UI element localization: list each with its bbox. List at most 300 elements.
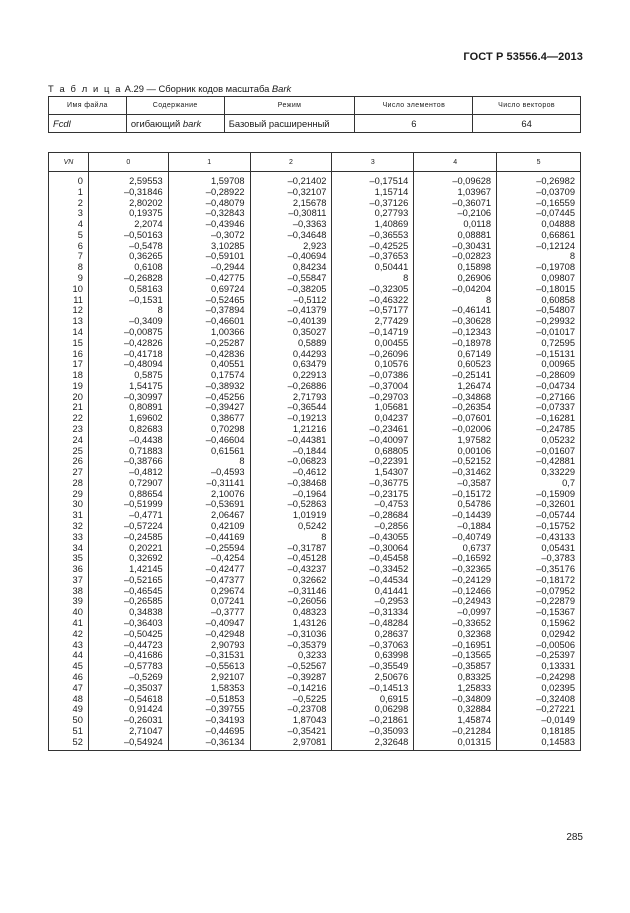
- value-cell: –0,43946: [168, 219, 250, 230]
- value-cell: –0,02006: [414, 424, 497, 435]
- value-cell: –0,51999: [88, 499, 168, 510]
- table-row: [49, 241, 581, 252]
- row-vn-cell: 44: [49, 650, 89, 661]
- value-cell: 1,03967: [414, 187, 497, 198]
- row-vn-cell: 13: [49, 316, 89, 327]
- value-cell: –0,55613: [168, 661, 250, 672]
- table-row: [49, 446, 581, 457]
- row-vn-cell: 15: [49, 338, 89, 349]
- value-cell: 0,6737: [414, 543, 497, 554]
- value-cell: 0,63998: [332, 650, 414, 661]
- value-cell: 1,58353: [168, 683, 250, 694]
- table-row: [49, 661, 581, 672]
- value-cell: –0,44695: [168, 726, 250, 737]
- value-cell: –0,37004: [332, 381, 414, 392]
- value-cell: 0,32662: [250, 575, 332, 586]
- value-cell: –0,29703: [332, 392, 414, 403]
- value-cell: 0,7: [497, 478, 581, 489]
- value-cell: 1,54175: [88, 381, 168, 392]
- value-cell: –0,34809: [414, 694, 497, 705]
- value-cell: –0,17514: [332, 172, 414, 187]
- value-cell: –0,21284: [414, 726, 497, 737]
- value-cell: –0,52567: [250, 661, 332, 672]
- value-cell: 0,0118: [414, 219, 497, 230]
- value-cell: –0,06823: [250, 456, 332, 467]
- value-cell: –0,09628: [414, 172, 497, 187]
- value-cell: 0,60523: [414, 359, 497, 370]
- row-vn-cell: 16: [49, 349, 89, 360]
- table-row: [49, 251, 581, 262]
- table-row: [49, 424, 581, 435]
- value-cell: –0,13565: [414, 650, 497, 661]
- value-cell: 0,20221: [88, 543, 168, 554]
- codebook-header-col-0: 0: [88, 153, 168, 172]
- value-cell: 2,50676: [332, 672, 414, 683]
- value-cell: –0,26585: [88, 596, 168, 607]
- value-cell: –0,40694: [250, 251, 332, 262]
- row-vn-cell: 41: [49, 618, 89, 629]
- table-row: [49, 219, 581, 230]
- value-cell: –0,14719: [332, 327, 414, 338]
- value-cell: –0,42826: [88, 338, 168, 349]
- value-cell: –0,45458: [332, 553, 414, 564]
- row-vn-cell: 24: [49, 435, 89, 446]
- table-row: [49, 521, 581, 532]
- value-cell: –0,48079: [168, 198, 250, 209]
- table-row: [49, 618, 581, 629]
- table-row: [49, 392, 581, 403]
- codebook-body: [49, 172, 581, 751]
- table-row: [49, 629, 581, 640]
- value-cell: 1,43126: [250, 618, 332, 629]
- value-cell: –0,07601: [414, 413, 497, 424]
- row-vn-cell: 38: [49, 586, 89, 597]
- value-cell: 0,68805: [332, 446, 414, 457]
- standard-header: ГОСТ Р 53556.4—2013: [463, 51, 583, 63]
- value-cell: –0,25141: [414, 370, 497, 381]
- table-row: [49, 284, 581, 295]
- value-cell: –0,26031: [88, 715, 168, 726]
- value-cell: 0,42109: [168, 521, 250, 532]
- value-cell: –0,19708: [497, 262, 581, 273]
- value-cell: –0,15131: [497, 349, 581, 360]
- row-vn-cell: 21: [49, 402, 89, 413]
- value-cell: 0,48323: [250, 607, 332, 618]
- value-cell: 0,33229: [497, 467, 581, 478]
- value-cell: –0,15367: [497, 607, 581, 618]
- value-cell: –0,4812: [88, 467, 168, 478]
- row-vn-cell: 18: [49, 370, 89, 381]
- codebook-header-col-3: 3: [332, 153, 414, 172]
- value-cell: –0,18978: [414, 338, 497, 349]
- value-cell: –0,50425: [88, 629, 168, 640]
- value-cell: 1,42145: [88, 564, 168, 575]
- value-cell: –0,45128: [250, 553, 332, 564]
- table-row: [49, 198, 581, 209]
- value-cell: 8: [250, 532, 332, 543]
- row-vn-cell: 1: [49, 187, 89, 198]
- value-cell: –0,59101: [168, 251, 250, 262]
- value-cell: –0,33452: [332, 564, 414, 575]
- value-cell: 0,29674: [168, 586, 250, 597]
- value-cell: –0,22879: [497, 596, 581, 607]
- value-cell: –0,44169: [168, 532, 250, 543]
- value-cell: 0,32368: [414, 629, 497, 640]
- value-cell: –0,42525: [332, 241, 414, 252]
- value-cell: 0,6108: [88, 262, 168, 273]
- value-cell: –0,30431: [414, 241, 497, 252]
- codebook-header-vn: VN: [49, 153, 89, 172]
- value-cell: 0,00106: [414, 446, 497, 457]
- value-cell: –0,47377: [168, 575, 250, 586]
- value-cell: 0,07241: [168, 596, 250, 607]
- row-vn-cell: 31: [49, 510, 89, 521]
- value-cell: 8: [414, 295, 497, 306]
- table-row: [49, 435, 581, 446]
- value-cell: 0,05431: [497, 543, 581, 554]
- value-cell: 0,72595: [497, 338, 581, 349]
- value-cell: –0,42477: [168, 564, 250, 575]
- info-header-mode: Режим: [224, 97, 355, 115]
- value-cell: –0,35421: [250, 726, 332, 737]
- value-cell: 8: [497, 251, 581, 262]
- value-cell: –0,12124: [497, 241, 581, 252]
- value-cell: –0,42881: [497, 456, 581, 467]
- value-cell: 3,10285: [168, 241, 250, 252]
- value-cell: –0,27166: [497, 392, 581, 403]
- table-row: [49, 478, 581, 489]
- value-cell: –0,23461: [332, 424, 414, 435]
- value-cell: –0,25287: [168, 338, 250, 349]
- row-vn-cell: 43: [49, 640, 89, 651]
- table-row: [49, 564, 581, 575]
- row-vn-cell: 25: [49, 446, 89, 457]
- value-cell: –0,4612: [250, 467, 332, 478]
- value-cell: –0,16281: [497, 413, 581, 424]
- value-cell: 2,923: [250, 241, 332, 252]
- value-cell: –0,1964: [250, 489, 332, 500]
- value-cell: –0,45256: [168, 392, 250, 403]
- value-cell: –0,21402: [250, 172, 332, 187]
- value-cell: –0,31787: [250, 543, 332, 554]
- value-cell: –0,46545: [88, 586, 168, 597]
- value-cell: –0,35379: [250, 640, 332, 651]
- info-row: [49, 115, 581, 133]
- value-cell: –0,24585: [88, 532, 168, 543]
- value-cell: 2,90793: [168, 640, 250, 651]
- value-cell: 0,72907: [88, 478, 168, 489]
- value-cell: –0,32843: [168, 208, 250, 219]
- value-cell: –0,00875: [88, 327, 168, 338]
- value-cell: –0,3777: [168, 607, 250, 618]
- value-cell: –0,32107: [250, 187, 332, 198]
- table-row: [49, 672, 581, 683]
- table-row: [49, 187, 581, 198]
- value-cell: 0,82683: [88, 424, 168, 435]
- row-vn-cell: 4: [49, 219, 89, 230]
- value-cell: –0,36553: [332, 230, 414, 241]
- info-header-row: [49, 97, 581, 115]
- value-cell: –0,57783: [88, 661, 168, 672]
- value-cell: 0,6915: [332, 694, 414, 705]
- info-header-vectors: Число векторов: [473, 97, 581, 115]
- value-cell: –0,24129: [414, 575, 497, 586]
- row-vn-cell: 6: [49, 241, 89, 252]
- row-vn-cell: 50: [49, 715, 89, 726]
- value-cell: –0,35857: [414, 661, 497, 672]
- value-cell: –0,07386: [332, 370, 414, 381]
- table-row: [49, 737, 581, 751]
- value-cell: –0,21861: [332, 715, 414, 726]
- value-cell: 0,83325: [414, 672, 497, 683]
- value-cell: 0,41441: [332, 586, 414, 597]
- value-cell: 0,60858: [497, 295, 581, 306]
- value-cell: –0,37653: [332, 251, 414, 262]
- value-cell: –0,07445: [497, 208, 581, 219]
- row-vn-cell: 33: [49, 532, 89, 543]
- value-cell: –0,14216: [250, 683, 332, 694]
- table-row: [49, 262, 581, 273]
- codebook-header-col-1: 1: [168, 153, 250, 172]
- row-vn-cell: 49: [49, 704, 89, 715]
- row-vn-cell: 32: [49, 521, 89, 532]
- value-cell: 0,63479: [250, 359, 332, 370]
- value-cell: –0,39755: [168, 704, 250, 715]
- value-cell: 0,15898: [414, 262, 497, 273]
- value-cell: –0,0149: [497, 715, 581, 726]
- value-cell: 8: [168, 456, 250, 467]
- value-cell: 0,06298: [332, 704, 414, 715]
- value-cell: –0,4771: [88, 510, 168, 521]
- value-cell: –0,01017: [497, 327, 581, 338]
- value-cell: 0,38677: [168, 413, 250, 424]
- value-cell: –0,44381: [250, 435, 332, 446]
- value-cell: –0,2856: [332, 521, 414, 532]
- value-cell: –0,52165: [88, 575, 168, 586]
- value-cell: –0,5269: [88, 672, 168, 683]
- table-row: [49, 596, 581, 607]
- info-file-name: [49, 115, 127, 133]
- value-cell: –0,40749: [414, 532, 497, 543]
- value-cell: –0,3587: [414, 478, 497, 489]
- value-cell: 1,87043: [250, 715, 332, 726]
- row-vn-cell: 7: [49, 251, 89, 262]
- value-cell: –0,36403: [88, 618, 168, 629]
- row-vn-cell: 47: [49, 683, 89, 694]
- value-cell: –0,31334: [332, 607, 414, 618]
- table-row: [49, 327, 581, 338]
- value-cell: –0,42948: [168, 629, 250, 640]
- value-cell: –0,1884: [414, 521, 497, 532]
- info-header-elements: Число элементов: [355, 97, 473, 115]
- row-vn-cell: 20: [49, 392, 89, 403]
- value-cell: 0,91424: [88, 704, 168, 715]
- value-cell: –0,16559: [497, 198, 581, 209]
- value-cell: –0,42775: [168, 273, 250, 284]
- value-cell: –0,57177: [332, 305, 414, 316]
- row-vn-cell: 37: [49, 575, 89, 586]
- value-cell: 2,71793: [250, 392, 332, 403]
- value-cell: –0,52863: [250, 499, 332, 510]
- value-cell: 0,32884: [414, 704, 497, 715]
- value-cell: –0,26828: [88, 273, 168, 284]
- row-vn-cell: 14: [49, 327, 89, 338]
- value-cell: –0,44723: [88, 640, 168, 651]
- row-vn-cell: 5: [49, 230, 89, 241]
- row-vn-cell: 29: [49, 489, 89, 500]
- row-vn-cell: 36: [49, 564, 89, 575]
- row-vn-cell: 2: [49, 198, 89, 209]
- value-cell: –0,14439: [414, 510, 497, 521]
- value-cell: 0,5242: [250, 521, 332, 532]
- table-row: [49, 510, 581, 521]
- value-cell: –0,48094: [88, 359, 168, 370]
- value-cell: 0,14583: [497, 737, 581, 751]
- codebook-header-col-4: 4: [414, 153, 497, 172]
- value-cell: –0,29932: [497, 316, 581, 327]
- value-cell: –0,43237: [250, 564, 332, 575]
- value-cell: 2,59553: [88, 172, 168, 187]
- value-cell: 2,97081: [250, 737, 332, 751]
- value-cell: –0,35176: [497, 564, 581, 575]
- value-cell: 1,21216: [250, 424, 332, 435]
- value-cell: 8: [332, 273, 414, 284]
- value-cell: –0,15909: [497, 489, 581, 500]
- codebook-table: [48, 152, 581, 751]
- table-row: [49, 413, 581, 424]
- value-cell: –0,54618: [88, 694, 168, 705]
- value-cell: 2,2074: [88, 219, 168, 230]
- value-cell: –0,35093: [332, 726, 414, 737]
- value-cell: –0,38468: [250, 478, 332, 489]
- value-cell: 0,84234: [250, 262, 332, 273]
- value-cell: 0,3233: [250, 650, 332, 661]
- value-cell: 1,01919: [250, 510, 332, 521]
- value-cell: 1,25833: [414, 683, 497, 694]
- value-cell: –0,28609: [497, 370, 581, 381]
- value-cell: –0,22391: [332, 456, 414, 467]
- value-cell: –0,01607: [497, 446, 581, 457]
- row-vn-cell: 8: [49, 262, 89, 273]
- value-cell: 0,50441: [332, 262, 414, 273]
- info-content-text: огибающий: [130, 118, 183, 129]
- value-cell: 1,00366: [168, 327, 250, 338]
- value-cell: –0,30811: [250, 208, 332, 219]
- table-row: [49, 553, 581, 564]
- value-cell: –0,31462: [414, 467, 497, 478]
- table-row: [49, 456, 581, 467]
- value-cell: 0,22913: [250, 370, 332, 381]
- value-cell: –0,5225: [250, 694, 332, 705]
- caption-prefix: Т а б л и ц а: [48, 83, 123, 94]
- info-mode: Базовый расширенный: [224, 115, 355, 133]
- table-row: [49, 305, 581, 316]
- table-row: [49, 230, 581, 241]
- value-cell: 0,02942: [497, 629, 581, 640]
- caption-number: А.29 — Сборник кодов масштаба: [122, 83, 272, 94]
- row-vn-cell: 19: [49, 381, 89, 392]
- value-cell: –0,48284: [332, 618, 414, 629]
- value-cell: –0,31141: [168, 478, 250, 489]
- info-header-content: Содержание: [126, 97, 224, 115]
- row-vn-cell: 52: [49, 737, 89, 751]
- table-row: [49, 359, 581, 370]
- table-row: [49, 532, 581, 543]
- value-cell: –0,12466: [414, 586, 497, 597]
- value-cell: –0,41718: [88, 349, 168, 360]
- value-cell: –0,39287: [250, 672, 332, 683]
- row-vn-cell: 27: [49, 467, 89, 478]
- value-cell: –0,53691: [168, 499, 250, 510]
- table-row: [49, 704, 581, 715]
- row-vn-cell: 30: [49, 499, 89, 510]
- value-cell: –0,38766: [88, 456, 168, 467]
- value-cell: –0,18015: [497, 284, 581, 295]
- row-vn-cell: 46: [49, 672, 89, 683]
- value-cell: –0,07337: [497, 402, 581, 413]
- info-table: [48, 96, 581, 133]
- value-cell: –0,31036: [250, 629, 332, 640]
- value-cell: 0,10576: [332, 359, 414, 370]
- value-cell: 0,58163: [88, 284, 168, 295]
- value-cell: 2,06467: [168, 510, 250, 521]
- value-cell: 0,17574: [168, 370, 250, 381]
- value-cell: –0,34193: [168, 715, 250, 726]
- value-cell: 0,70298: [168, 424, 250, 435]
- value-cell: –0,2953: [332, 596, 414, 607]
- table-row: [49, 208, 581, 219]
- value-cell: –0,43133: [497, 532, 581, 543]
- value-cell: –0,44534: [332, 575, 414, 586]
- value-cell: –0,46604: [168, 435, 250, 446]
- value-cell: –0,24298: [497, 672, 581, 683]
- value-cell: –0,26886: [250, 381, 332, 392]
- value-cell: –0,3783: [497, 553, 581, 564]
- value-cell: –0,36775: [332, 478, 414, 489]
- value-cell: –0,34868: [414, 392, 497, 403]
- table-row: [49, 499, 581, 510]
- value-cell: –0,02823: [414, 251, 497, 262]
- table-row: [49, 607, 581, 618]
- value-cell: 0,00965: [497, 359, 581, 370]
- value-cell: 0,69724: [168, 284, 250, 295]
- value-cell: –0,26096: [332, 349, 414, 360]
- value-cell: 1,26474: [414, 381, 497, 392]
- value-cell: –0,26982: [497, 172, 581, 187]
- value-cell: –0,04204: [414, 284, 497, 295]
- value-cell: –0,52152: [414, 456, 497, 467]
- value-cell: –0,36544: [250, 402, 332, 413]
- value-cell: 0,04888: [497, 219, 581, 230]
- value-cell: 0,40551: [168, 359, 250, 370]
- value-cell: –0,28922: [168, 187, 250, 198]
- value-cell: –0,55847: [250, 273, 332, 284]
- value-cell: –0,30064: [332, 543, 414, 554]
- table-row: [49, 316, 581, 327]
- row-vn-cell: 12: [49, 305, 89, 316]
- value-cell: 0,36265: [88, 251, 168, 262]
- value-cell: 1,45874: [414, 715, 497, 726]
- value-cell: –0,5112: [250, 295, 332, 306]
- value-cell: 0,44293: [250, 349, 332, 360]
- codebook-header-col-2: 2: [250, 153, 332, 172]
- value-cell: –0,32408: [497, 694, 581, 705]
- value-cell: –0,07952: [497, 586, 581, 597]
- value-cell: –0,31531: [168, 650, 250, 661]
- value-cell: 0,32692: [88, 553, 168, 564]
- value-cell: 0,01315: [414, 737, 497, 751]
- value-cell: –0,30997: [88, 392, 168, 403]
